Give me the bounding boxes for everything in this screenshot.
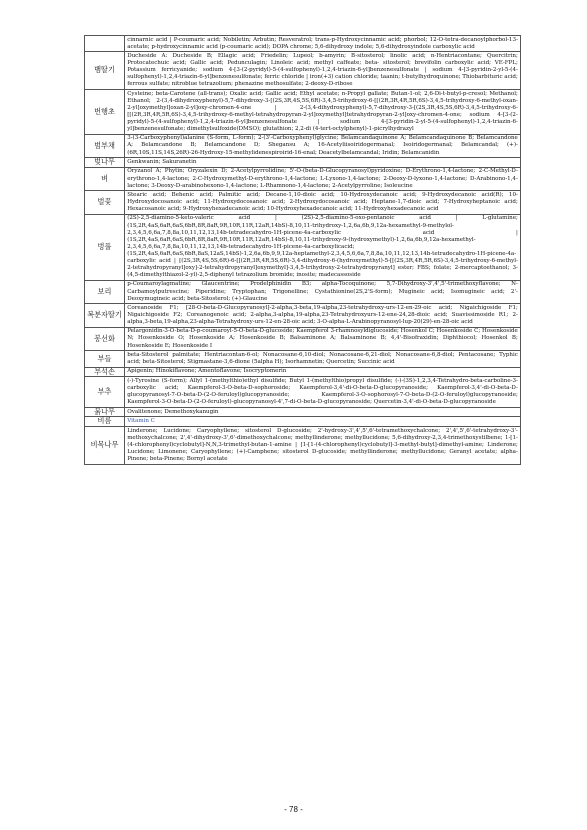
compound-list-cell: Apigenin; Hinokiflavone; Amentoflavone; Isocryptomerin [125,367,521,377]
plant-name-cell: 벙풀 [85,214,125,280]
compound-list-cell: Ovalitenone; Demethoxykanugin [125,407,521,417]
table-row [85,191,521,214]
plant-name-cell: 뱀딸기 [85,52,125,90]
table-row [85,407,521,417]
compound-list-cell: Linderone; Lucidone; Caryophyllene; sitosterol D-glucoside; 2'-hydroxy-3',4',5',6'-tetramethoxychalcone; 2',4',5',6'-tetrahydroxy-3'-methoxychalcone; 2',4'-dihydroxy-3',6'-dimethoxychalcone; methyllinderone; methyllucidone; 5,6-dihydroxy-2,3,4-trimethoxystilbene; 1-[1-(4-chlorophenyl)cyclobutyl]-N,N,3-trimethyl-butan-1-amine | [1-[1-(4-chlorophenyl)cyclobutyl]-3-methyl-butyl]-dimethyl-amine; Linderone; Lucidone; Limonene; Caryophyllene; (+)-Camphene; sitosterol D-glucoside; methyllinderone; methyllucidone; Geranyl acetate; alpha-Pinene; beta-Pinene; Bornyl acetate [125,427,521,465]
plant-name-cell: 벚나무 [85,158,125,168]
table-row [85,167,521,190]
plant-name-cell: 범부채 [85,134,125,157]
plant-name-cell: 번행초 [85,90,125,135]
plant-name-cell: 복분자딸기 [85,304,125,327]
plant-name-cell: 벌꽃 [85,191,125,214]
compound-list-cell: Pelargonidin-3-O-beta-D-p-coumaroyl-5-O-beta-D-glucoside; Kaempferol 3-rhamnosyldiglucoside; Hosenkol C; Hosenkoside C; Hosenkoside N; Hosenkoside O; Hosenkoside A; Hosenkoside B; Balsaminone A; Balsaminone B; 4,4'-Bisofraxidin; Diphthiocol; Hosenkol B; Hosenkoside E; Hosenkoside I [125,327,521,350]
table-row [85,158,521,168]
table-row [85,327,521,350]
compound-list-cell: Genkwanin; Sakuranetin [125,158,521,168]
plant-name-cell: 비름 [85,417,125,427]
compound-list-cell: Stearic acid; Behenic acid; Palmitic acid; Decane-1,10-dioic acid; 10-Hydroxydecanoic acid; 9-Hydroxydecanoic acid(R); 10-Hydroxydocosanoic acid; 11-Hydroxydocosanoic acid; 2-Hydroxydocosanoic acid; Heptane-1,7-dioic acid; 7-Hydroxyheptanoic acid; Hexacosanoic acid; 9-Hydroxyhexadecanoic acid; 10-Hydroxyhexadecanoic acid; 11-Hydroxyhexadecanoic acid [125,191,521,214]
table-row [85,351,521,367]
plant-name-cell [85,36,125,52]
table-row [85,214,521,280]
plant-name-cell: 붉나무 [85,407,125,417]
plant-name-cell: 벼 [85,167,125,190]
plant-name-cell: 보리 [85,280,125,303]
compound-list-cell: Vitamin C [125,417,521,427]
plant-name-cell: 비목나무 [85,427,125,465]
table-row [85,367,521,377]
compound-list-cell: beta-Sitosterol palmitate; Hentriacontan-6-ol; Nonacosane-6,10-diol; Nonacosane-6,21-diol; Nonacosane-6,8-diol; Pentacosane; Typhic acid; beta-Sitosterol; Stigmastane-3,6-dione (5alpha H); Isorhamnetin; Quercetin; Succinic acid [125,351,521,367]
compound-list-cell: (2S)-2,5-diamino-5-keto-valeric acid | (2S)-2,5-diamino-5-oxo-pentanoic acid | L-glutamine; (1S,2R,4aS,6aR,6aS,6bR,8R,8aR,9R,10R,11R,12aR,14bS)-8,10,11-trihydroxy-1,2,6a,6b,9,12a-hexamethyl-9-methylol-2,3,4,5,6,6a,7,8,8a,10,11,12,13,14b-tetradecahydro-1H-picene-4a-carboxylic acid | (1S,2R,4aS,6aR,6aS,6bR,8R,8aR,9R,10R,11R,12aR,14bS)-8,10,11-trihydroxy-9-(hydroxymethyl)-1,2,6a,6b,9,12a-hexamethyl-2,3,4,5,6,6a,7,8,8a,10,11,12,13,14b-tetradecahydro-1H-picene-4a-carboxylicacid;(1S,2R,4aS,6aR,6aS,6bR,8aS,12aS,14bS)-1,2,6a,6b,9,9,12a-heptamethyl-2,3,4,5,6,6a,7,8,8a,10,11,12,13,14b-tetradecahydro-1H-picene-4a-carboxylic acid | [(2S,3R,4S,5S,6R)-6-[[(2R,3R,4R,5S,6R)-3,4-dihydroxy-6-(hydroxymethyl)-5-[[(2S,3R,4R,5R,6S)-3,4,5-trihydroxy-6-methyl-2-tetrahydropyranyl]oxy]-2-tetrahydropyranyl]oxymethyl]-3,4,5-trihydroxy-2-tetrahydropyranyl] ester; FBS; folate; 2-mercaptoethanol; 3-(4,5-dimethylthiazol-2-yl)-2,5-diphenyl tetrazolium bromide; inosite; madecassoside [125,214,521,280]
table-row [85,134,521,157]
compound-list-cell: Coreanoside F1; [28-O-beta-D-Glucopyranosyl]-2-alpha,3-beta,19-alpha,23-tetrahydroxy-urs-12-en-29-oic acid; Nigaichigoside F1; Nigaichigoside F2; Coreanogenoic acid; 2-alpha,3-alpha,19-alpha,23-Tetrahydroxyurs-12-ene-24,28-dioic acid; Suavissimoside R1; 2-alpha,3-beta,19-alpha,23-alpha-Tetrahydroxy-urs-12-en-28-oic acid; 3-O-alpha-L-Arabinopyranosyl-lup-20(29)-en-28-oic acid [125,304,521,327]
table-row [85,36,521,52]
compound-list-cell: Oryzanol A; Phytin; Oryzalexin D; 2-Acetylpyrrolidine; 5'-O-(beta-D-Glucopyranosyl)pyridoxine; D-Erythrono-1,4-lactone; 2-C-Methyl-D-erythrono-1,4-lactone; 2-C-Hydroxymethyl-D-erythrono-1,4-lactone; L-Lyxono-1,4-lactone; 2-Deoxy-D-lyxono-1,4-lactone; D-Arabinono-1,4-lactone; 3-Deoxy-D-arabinohexono-1,4-lactone; L-Rhamnono-1,4-lactone; 2-Acetylpyrroline; Isoleucine [125,167,521,190]
compound-table-sheet [84,35,520,465]
plant-name-cell: 봉선화 [85,327,125,350]
compound-list-cell: 3-(3-Carboxyphenyl)alanine (S-form, L-form); 2-(3'-Carboxyphenyl)glycine; Belamcandaquinone A; Belamcandaquinone B; Belamcandone A; Belamcandone B; Belamcandone D; Shegansu A; 16-Acetyliisoiridogermanal; Isoiridogermanal; Belamcandal; (+)-(6R,10S,11S,14S,26R)-26-Hydroxy-15-methylidenespiroirid-16-enal; Deacetylbelamcandal; Iridin; Belamcanidin [125,134,521,157]
plant-name-cell: 부들 [85,351,125,367]
plant-compound-table [84,35,521,465]
table-row [85,304,521,327]
page-number: - 78 - [284,805,303,814]
plant-name-cell: 부추 [85,377,125,408]
compound-list-cell: Cysteine; beta-Carotene (all-trans); Oxalic acid; Gallic acid; Ethyl acetate; n-Propyl gallate; Butan-1-ol; 2,6-Di-t-butyl-p-cresol; Methanol; Ethanol; 2-(3,4-dihydroxyphenyl)-5,7-dihydroxy-3-[(2S,3R,4S,5S,6R)-3,4,5-trihydroxy-6-[[(2R,3R,4R,5R,6S)-3,4,5-trihydroxy-6-methyl-oxan-2-yl]oxymethyl]oxan-2-yl]oxy-chromen-4-one | 2-(3,4-dihydroxyphenyl)-5,7-dihydroxy-3-[(2S,3R,4S,5S,6R)-3,4,5-trihydroxy-6-[[(2R,3R,4R,5R,6S)-3,4,5-trihydroxy-6-methyl-tetrahydropyran-2-yl]oxymethyl]tetrahydropyran-2-yl]oxy-chromen-4-one; sodium 4-[3-(2-pyridyl)-5-(4-sulfophenyl)-1,2,4-triazin-6-yl]benzenesulfonate | sodium 4-[3-pyridin-2-yl-5-(4-sulfophenyl)-1,2,4-triazin-6-yl]benzenesulfonate; dimethylsulfoxide(DMSO); glutathion; 2,2-di (4-tert-octylphenyl)-1-picrylhydrazyl [125,90,521,135]
compound-list-cell: Ducheside A: Ducheside B; Ellagic acid; Friedelin; Lupeol; b-amyrin; B-sitosterol; linolic acid; n-Hentriacontane; Quercitrin; Protocatechuic acid; Gallic acid; Pedunculagin; Linoleic acid; methyl caffeate; beta- sitosterol; brevifolin carboxylic acid; VE-FPL; Potassium ferricyanide; sodium 4-[3-(2-pyridyl)-5-(4-sulfophenyl)-1,2,4-triazin-6-yl]benzenesulfonate | sodium 4-[3-pyridin-2-yl-5-(4-sulfophenyl)-1,2,4-triazin-6-yl]benzenesulfonate; ferric chloride | iron(+3) cation chloride; taanin; t-butylhydroquinone; Thiobarbituric acid; ferrous sulfate; nitroblue tetrazolium; phenazine methosulfate; 2-deoxy-D-ribose [125,52,521,90]
table-row [85,417,521,427]
table-row [85,427,521,465]
table-row [85,52,521,90]
table-row [85,280,521,303]
compound-list-cell: p-Coumaroylagmatine; Glaucentrine; Prodelphinidin B3; alpha-Tocoquinone; 5,7-Dihydroxy-3',4',5'-trimethoxyflavone; N-Carbamoylputrescine; Piperidine; Tryptophan; Trigonelline; Cystathionine(2S,2'S-form); Mugineic acid; Isomugineic acid; 2'-Deoxymugineic acid; beta-Sitosterol; (+)-Glaucine [125,280,521,303]
table-row [85,377,521,408]
plant-name-cell: 부석손 [85,367,125,377]
compound-list-cell: (-)-Tyrosine (S-form); Allyl 1-(methylthio)ethyl disulfide; Butyl 1-(methylthio)propyl disulfide; (-)-(3S)-1,2,3,4-Tetrahydro-beta-carboline-3-carboxylic acid; Kaempferol-3-O-beta-D-sophoroside; Kaempferol-3,4'-di-O-beta-D-glucopyranoside; Kaempferol-3,4'-di-O-beta-D-glucopyranosyl-7-O-beta-D-(2-O-feruloyl)glucopyranoside; Kaempferol-3-O-sophorosyl-7-O-beta-D-(2-O-feruloyl)glucopyranoside; Kaempferol-3-O-beta-D-(2-O-feruloyl)-glucopyranosyl-4',7-di-O-beta-D-glucopyranoside; Quercetin-3,4'-di-O-beta-D-glucopyranoside [125,377,521,408]
compound-list-cell: cinnarnic acid | P-coumaric acid; Nobiletin; Arbutin; Resveratrol; trans-p-Hydroxycinnamic acid; phorbol; 12-O-tetra-decanoylphorbol-13-acetate; p-hydroxycinnamic acid (p-coumaric acid); DOPA chrome; 5,6-dihydroxy indole; 5,6-dihydroxyindole carboxylic acid [125,36,521,52]
table-row [85,90,521,135]
